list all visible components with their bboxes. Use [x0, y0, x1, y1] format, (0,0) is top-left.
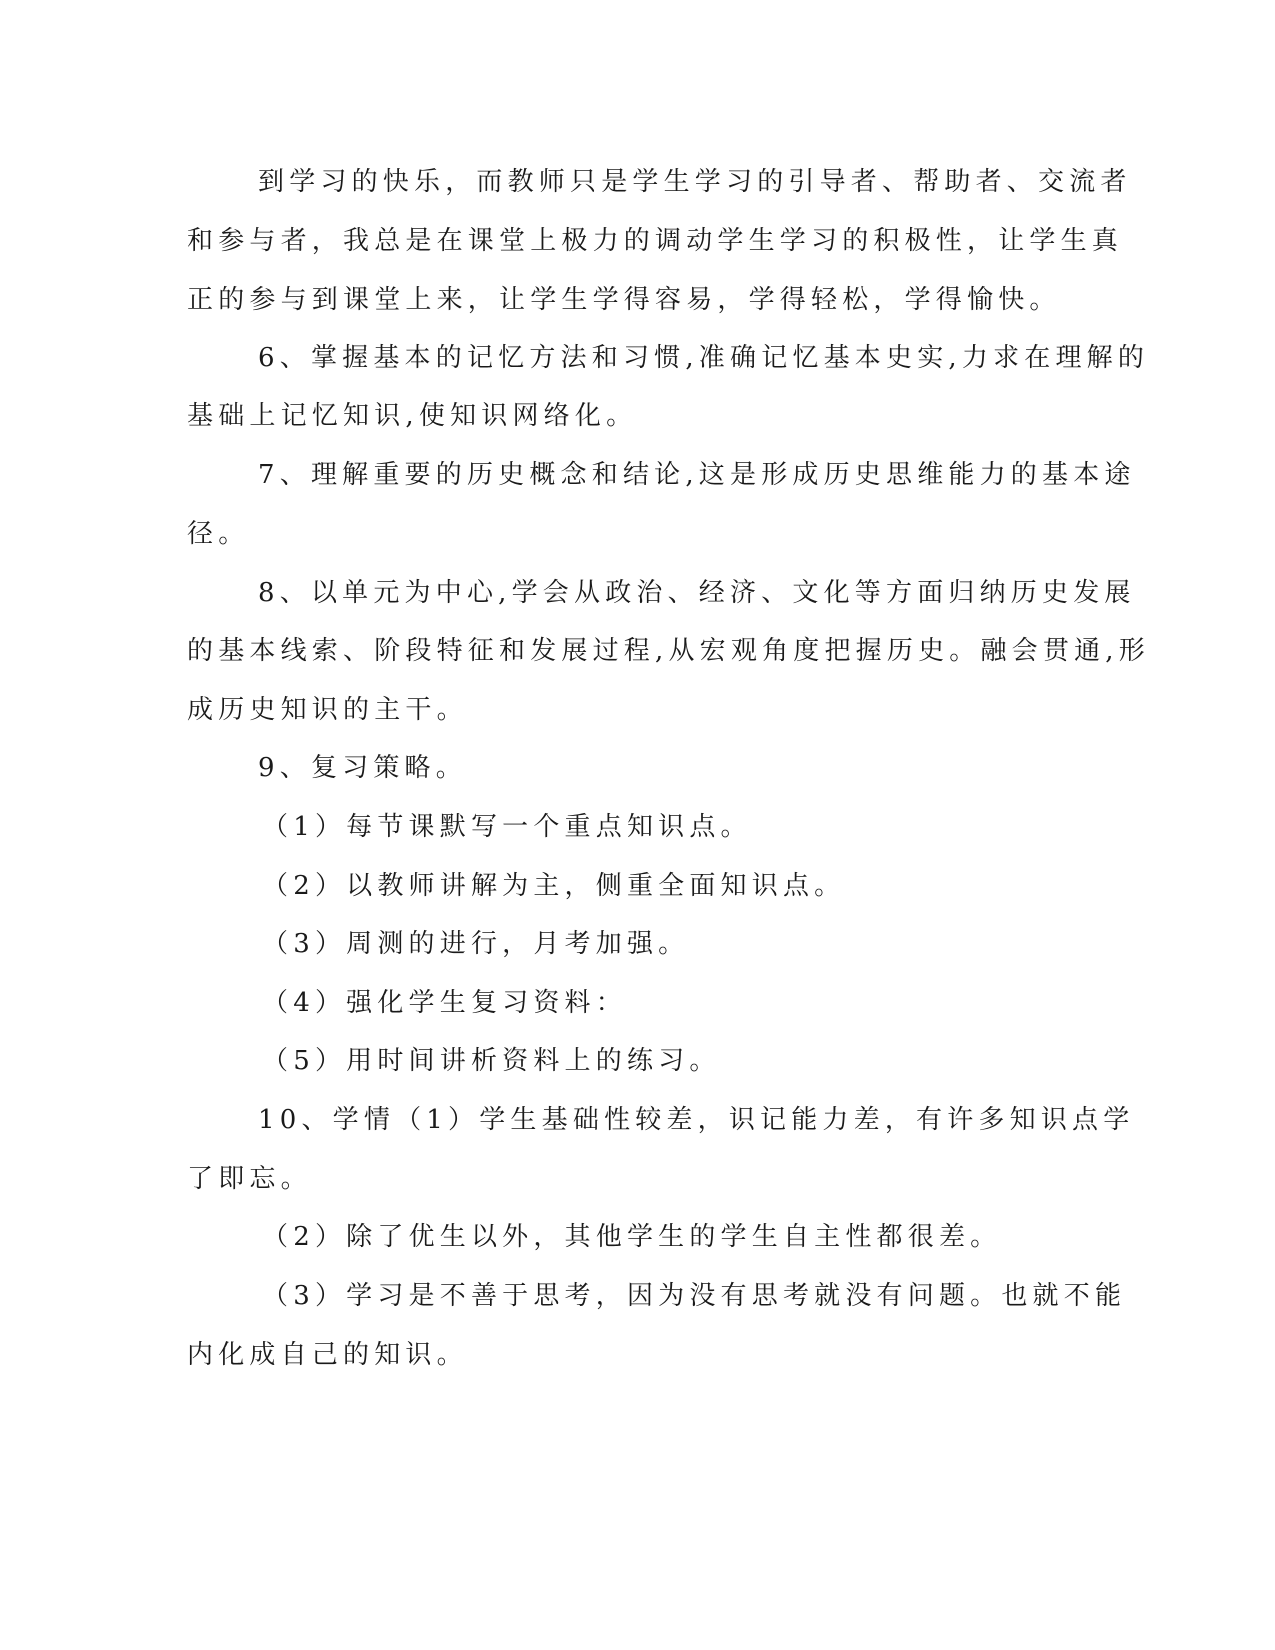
text-line: 正的参与到课堂上来，让学生学得容易，学得轻松，学得愉快。	[187, 285, 1061, 315]
list-item: （5）用时间讲析资料上的练习。	[262, 1046, 721, 1076]
text-line: 7、理解重要的历史概念和结论,这是形成历史思维能力的基本途	[258, 460, 1136, 490]
list-item: （2）以教师讲解为主，侧重全面知识点。	[262, 871, 846, 901]
text-line: 6、掌握基本的记忆方法和习惯,准确记忆基本史实,力求在理解的	[258, 343, 1150, 373]
text-line: 了即忘。	[187, 1164, 312, 1194]
list-item: （2）除了优生以外，其他学生的学生自主性都很差。	[262, 1222, 1002, 1252]
list-item: （3）学习是不善于思考，因为没有思考就没有问题。也就不能	[262, 1281, 1127, 1311]
list-item: （1）每节课默写一个重点知识点。	[262, 812, 752, 842]
text-line: 径。	[187, 519, 250, 549]
text-line: 10、学情（1）学生基础性较差，识记能力差，有许多知识点学	[258, 1105, 1135, 1135]
text-line: 的基本线索、阶段特征和发展过程,从宏观角度把握历史。融会贯通,形	[187, 636, 1150, 666]
text-line: 到学习的快乐，而教师只是学生学习的引导者、帮助者、交流者	[258, 167, 1132, 197]
text-line: 9、复习策略。	[258, 753, 467, 783]
list-item: （3）周测的进行，月考加强。	[262, 929, 690, 959]
text-line: 内化成自己的知识。	[187, 1340, 468, 1370]
text-line: 和参与者，我总是在课堂上极力的调动学生学习的积极性，让学生真	[187, 226, 1124, 256]
text-line: 成历史知识的主干。	[187, 695, 468, 725]
list-item: （4）强化学生复习资料：	[262, 988, 627, 1018]
text-line: 8、以单元为中心,学会从政治、经济、文化等方面归纳历史发展	[258, 578, 1136, 608]
text-line: 基础上记忆知识,使知识网络化。	[187, 401, 638, 431]
